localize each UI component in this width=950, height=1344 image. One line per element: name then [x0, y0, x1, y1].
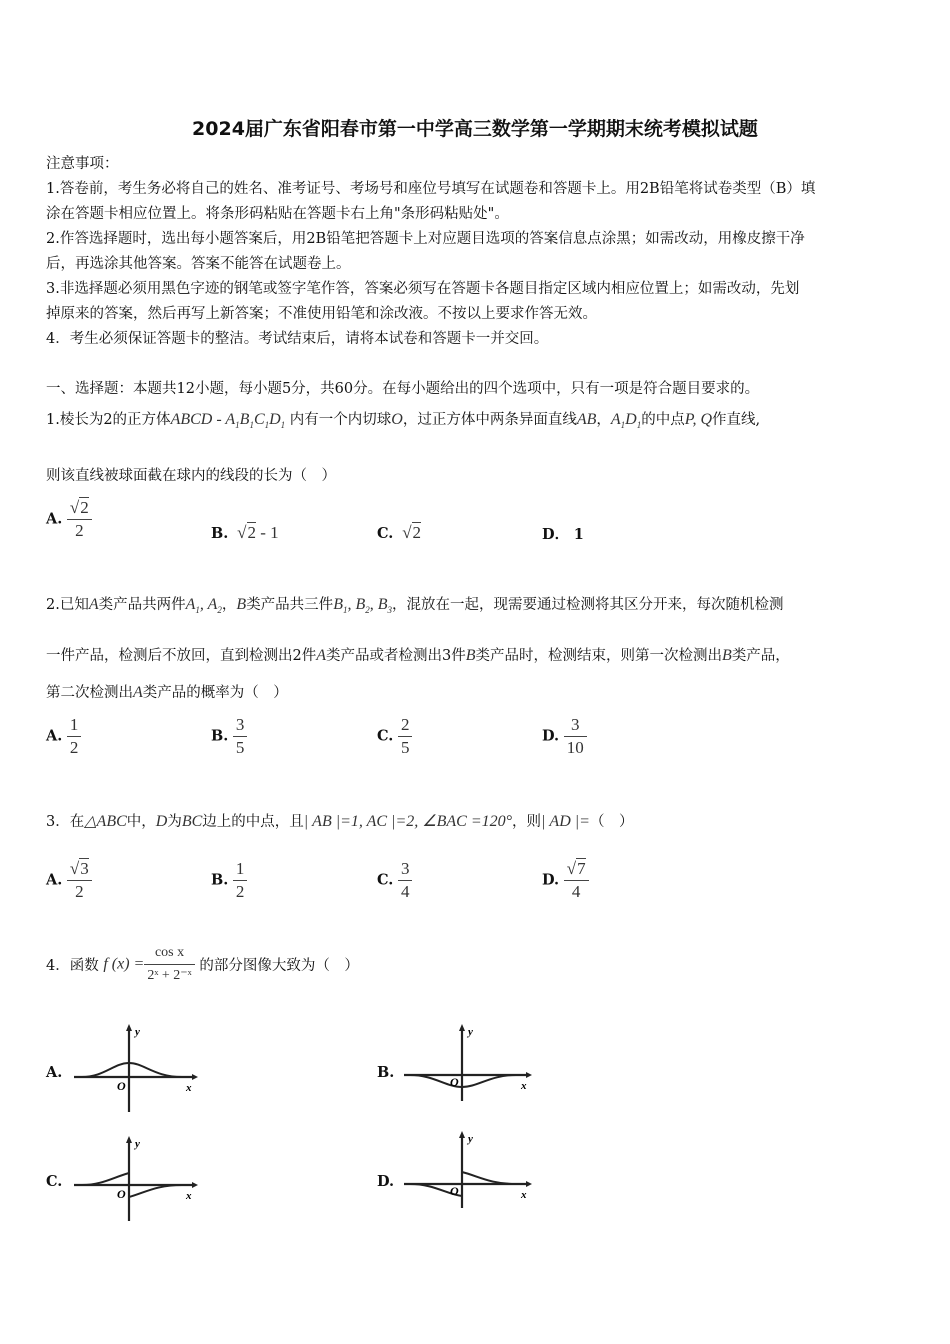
- q2-d-fraction: $\frac{3}{10}$: [564, 714, 587, 759]
- q4-option-d[interactable]: [377, 1173, 394, 1190]
- q3-option-c[interactable]: [377, 858, 412, 903]
- note-2a: 2.作答选择题时，选出每小题答案后，用2B铅笔把答题卡上对应题目选项的答案信息点涂黑；如需改动，用橡皮擦干净: [46, 231, 805, 247]
- q2-option-c[interactable]: [377, 714, 412, 759]
- q2-l2d: 类产品，: [731, 648, 790, 664]
- q1-option-b[interactable]: [211, 523, 279, 543]
- option-label: B.: [211, 727, 229, 745]
- svg-text:O: O: [117, 1187, 126, 1201]
- option-label: D.: [542, 727, 560, 745]
- q3-math-d: D: [155, 813, 168, 830]
- q2-l2c: 类产品时，检测结束，则第一次检测出: [475, 648, 723, 664]
- option-label: A.: [46, 1064, 63, 1081]
- q4-text-2: 的部分图像大致为（ ）: [199, 958, 359, 974]
- q1-math-ab: AB: [576, 411, 597, 428]
- q2-option-a[interactable]: [46, 714, 81, 759]
- q3-option-a[interactable]: [46, 858, 92, 903]
- note-1b: 涂在答题卡相应位置上。将条形码粘贴在答题卡右上角"条形码粘贴处"。: [46, 206, 509, 222]
- q1-option-d[interactable]: [542, 523, 584, 544]
- question-3: [46, 810, 633, 831]
- question-2-line3: [46, 681, 288, 702]
- q1-b-value: √2 - 1: [232, 523, 279, 542]
- notes-heading: 注意事项：: [46, 156, 119, 172]
- q2-l2a: 一件产品，检测后不放回，直到检测出2件: [46, 648, 317, 664]
- q2-text-2: 类产品共两件: [98, 597, 186, 613]
- q1-math-pq: P, Q: [684, 411, 712, 428]
- q2-l2-math-b: B: [465, 647, 476, 664]
- q3-option-b[interactable]: [211, 858, 247, 903]
- q2-l2-math-b2: B: [722, 647, 732, 664]
- q4-graph-c[interactable]: [74, 1135, 199, 1223]
- q4-math-f: f (x) =: [103, 955, 145, 973]
- q4-graph-a[interactable]: [74, 1023, 199, 1115]
- q2-text: 2.已知: [46, 597, 89, 613]
- svg-text:x: x: [521, 1080, 527, 1092]
- svg-text:y: y: [468, 1026, 473, 1038]
- q2-option-d[interactable]: [542, 714, 587, 759]
- q2-l3b: 类产品的概率为（ ）: [142, 685, 288, 701]
- q3-text-3: 为: [167, 814, 182, 830]
- q3-d-fraction: $\frac{√7}{4}$: [564, 858, 589, 903]
- q3-math-triangle: △ABC: [84, 813, 127, 830]
- q3-text-2: 中，: [126, 814, 156, 830]
- option-label: D.: [542, 871, 560, 889]
- page-title: 2024届广东省阳春市第一中学高三数学第一学期期末统考模拟试题: [192, 118, 758, 140]
- option-label: C.: [377, 525, 394, 542]
- q3-text-4: 边上的中点，且: [202, 814, 304, 830]
- question-2-line2: [46, 644, 790, 665]
- option-label: D.: [377, 1173, 395, 1190]
- q2-math-a: A: [88, 596, 99, 613]
- note-3a: 3.非选择题必须用黑色字迹的钢笔或签字笔作答，答案必须写在答题卡各题目指定区域内相应位置上；如需改动，先划: [46, 281, 800, 297]
- option-label: D．: [542, 526, 570, 543]
- option-label: A.: [46, 727, 63, 745]
- svg-text:O: O: [117, 1079, 126, 1093]
- q3-math-condition: | AB |=1, AC |=2, ∠BAC =120°: [303, 813, 513, 830]
- section-heading: 一、选择题：本题共12小题，每小题5分，共60分。在每小题给出的四个选项中，只有一项是符合题目要求的。: [46, 381, 760, 397]
- option-label: C.: [46, 1173, 63, 1190]
- svg-text:y: y: [135, 1138, 140, 1150]
- q3-text-6: （ ）: [589, 814, 634, 830]
- q1-text-4: ，: [596, 412, 611, 428]
- svg-text:x: x: [186, 1190, 192, 1202]
- q3-text: 3．在: [46, 814, 85, 830]
- note-1a: 1.答卷前，考生务必将自己的姓名、准考证号、考场号和座位号填写在试题卷和答题卡上。用2B铅笔将试卷类型（B）填: [46, 181, 816, 197]
- q2-l2b: 类产品或者检测出3件: [326, 648, 466, 664]
- question-4: [46, 942, 359, 987]
- svg-text:O: O: [450, 1184, 459, 1198]
- q1-text-6: 作直线,: [712, 412, 761, 428]
- option-label: B.: [211, 525, 229, 542]
- note-3b: 掉原来的答案，然后再写上新答案；不准使用铅笔和涂改液。不按以上要求作答无效。: [46, 306, 597, 322]
- question-1-line2: 则该直线被球面截在球内的线段的长为（ ）: [46, 468, 336, 484]
- svg-text:x: x: [186, 1082, 192, 1094]
- option-label: B.: [377, 1064, 395, 1081]
- q2-b-fraction: $\frac{3}{5}$: [233, 714, 248, 759]
- option-label: A.: [46, 871, 63, 889]
- q4-fraction: $\frac{\text{cos x}}{\text{2ˣ + 2⁻ˣ}}$: [144, 942, 194, 987]
- option-label: C.: [377, 871, 394, 889]
- q1-d-value: 1: [573, 526, 584, 543]
- q2-l3-math-a: A: [133, 684, 143, 701]
- option-label: C.: [377, 727, 394, 745]
- q4-option-a[interactable]: [46, 1064, 62, 1081]
- question-1-line1: [46, 408, 760, 430]
- q1-a-fraction: $\frac{√2}{2}$: [67, 497, 92, 542]
- q3-math-ad: | AD |=: [541, 813, 590, 830]
- svg-text:y: y: [468, 1133, 473, 1145]
- q4-text: 4．函数: [46, 958, 99, 974]
- svg-text:y: y: [135, 1026, 140, 1038]
- question-2-line1: [46, 593, 784, 615]
- q2-option-b[interactable]: [211, 714, 247, 759]
- q3-a-fraction: $\frac{√3}{2}$: [67, 858, 92, 903]
- q2-c-fraction: $\frac{2}{5}$: [398, 714, 413, 759]
- q1-c-value: √2: [397, 523, 422, 542]
- q2-l2-math-a: A: [316, 647, 327, 664]
- q4-option-b[interactable]: [377, 1064, 394, 1081]
- q2-text-3: ，: [221, 597, 237, 613]
- q3-b-fraction: $\frac{1}{2}$: [233, 858, 248, 903]
- q2-math-b123: $B_1$, $B_2$, $B_3$: [333, 596, 393, 616]
- note-2b: 后，再选涂其他答案。答案不能答在试题卷上。: [46, 256, 351, 272]
- q1-option-c[interactable]: [377, 523, 421, 543]
- option-label: A.: [46, 510, 63, 528]
- q2-text-4: 类产品共三件: [246, 597, 334, 613]
- q3-c-fraction: $\frac{3}{4}$: [398, 858, 413, 903]
- q1-text: 1.棱长为2的正方体: [46, 412, 171, 428]
- q2-math-a12: $A_1$, $A_2$: [185, 596, 222, 616]
- svg-text:O: O: [450, 1075, 459, 1089]
- q2-text-5: ，混放在一起，现需要通过检测将其区分开来，每次随机检测: [392, 597, 784, 613]
- q1-math-a1d1: $A_1D_1$: [610, 411, 642, 431]
- q3-text-5: ，则: [512, 814, 542, 830]
- q2-math-b: B: [236, 596, 247, 613]
- q1-math-o: O: [391, 411, 403, 428]
- q3-math-bc: BC: [181, 813, 203, 830]
- q1-text-5: 的中点: [641, 412, 685, 428]
- q1-text-2: 内有一个内切球: [289, 412, 392, 428]
- q4-graph-b[interactable]: [404, 1023, 534, 1103]
- q2-l3a: 第二次检测出: [46, 685, 133, 701]
- q1-math-cube: ABCD - $A_1B_1C_1D_1$: [170, 411, 286, 431]
- q2-a-fraction: $\frac{1}{2}$: [67, 714, 82, 759]
- svg-text:x: x: [521, 1189, 527, 1201]
- q1-text-3: ，过正方体中两条异面直线: [402, 412, 577, 428]
- q4-graph-d[interactable]: [404, 1130, 534, 1210]
- q1-option-a[interactable]: [46, 497, 92, 542]
- option-label: B.: [211, 871, 229, 889]
- q4-option-c[interactable]: [46, 1173, 62, 1190]
- q3-option-d[interactable]: [542, 858, 589, 903]
- note-4: 4．考生必须保证答题卡的整洁。考试结束后，请将本试卷和答题卡一并交回。: [46, 331, 549, 347]
